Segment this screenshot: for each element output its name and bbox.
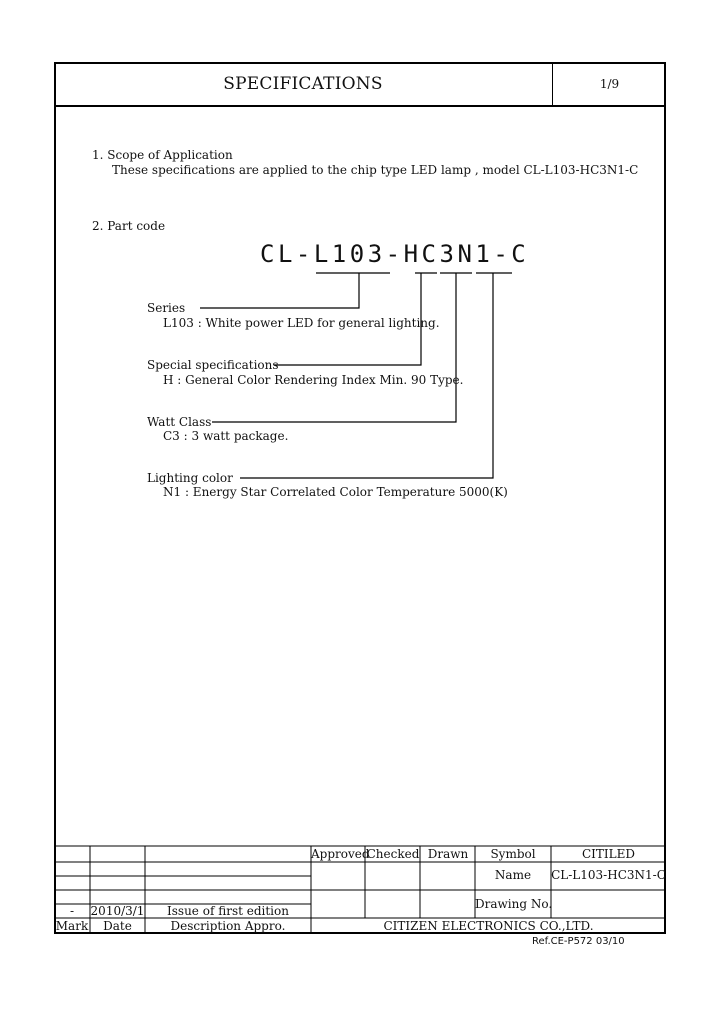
- drawing-no-label: Drawing No.: [475, 897, 553, 911]
- drawn-header: Drawn: [427, 847, 469, 861]
- mark-column-label: Mark: [55, 919, 89, 933]
- special-spec-label: Special specifications: [147, 358, 279, 372]
- symbol-value: CITILED: [581, 847, 635, 861]
- approved-header: Approved: [311, 847, 370, 861]
- series-label: Series: [147, 301, 186, 315]
- company-name: CITIZEN ELECTRONICS CO.,LTD.: [383, 919, 594, 933]
- history-date: 2010/3/1: [90, 904, 145, 918]
- part-code-heading: 2. Part code: [92, 219, 166, 233]
- checked-header: Checked: [366, 847, 420, 861]
- leader-series: [200, 273, 359, 308]
- scope-heading: 1. Scope of Application: [92, 148, 233, 162]
- leader-watt: [212, 273, 456, 422]
- history-mark: -: [69, 904, 75, 918]
- watt-class-label: Watt Class: [147, 415, 212, 429]
- history-description: Issue of first edition: [167, 904, 289, 918]
- part-code: CL-L103-HC3N1-C: [260, 240, 530, 268]
- reference-code: Ref.CE-P572 03/10: [532, 936, 625, 947]
- special-spec-desc: H : General Color Rendering Index Min. 90 Type.: [163, 373, 464, 387]
- page-number: 1/9: [599, 77, 620, 91]
- symbol-header: Symbol: [490, 847, 536, 861]
- description-column-label: Description Appro.: [170, 919, 286, 933]
- page-title: SPECIFICATIONS: [223, 74, 383, 94]
- scope-text: These specifications are applied to the chip type LED lamp , model CL-L103-HC3N1-C: [112, 163, 639, 177]
- lighting-color-desc: N1 : Energy Star Correlated Color Temperature 5000(K): [163, 485, 508, 499]
- lighting-color-label: Lighting color: [147, 471, 233, 485]
- name-value: CL-L103-HC3N1-C: [551, 868, 666, 882]
- series-desc: L103 : White power LED for general lighting.: [163, 316, 440, 330]
- name-label: Name: [494, 868, 532, 882]
- watt-class-desc: C3 : 3 watt package.: [163, 429, 289, 443]
- date-column-label: Date: [103, 919, 132, 933]
